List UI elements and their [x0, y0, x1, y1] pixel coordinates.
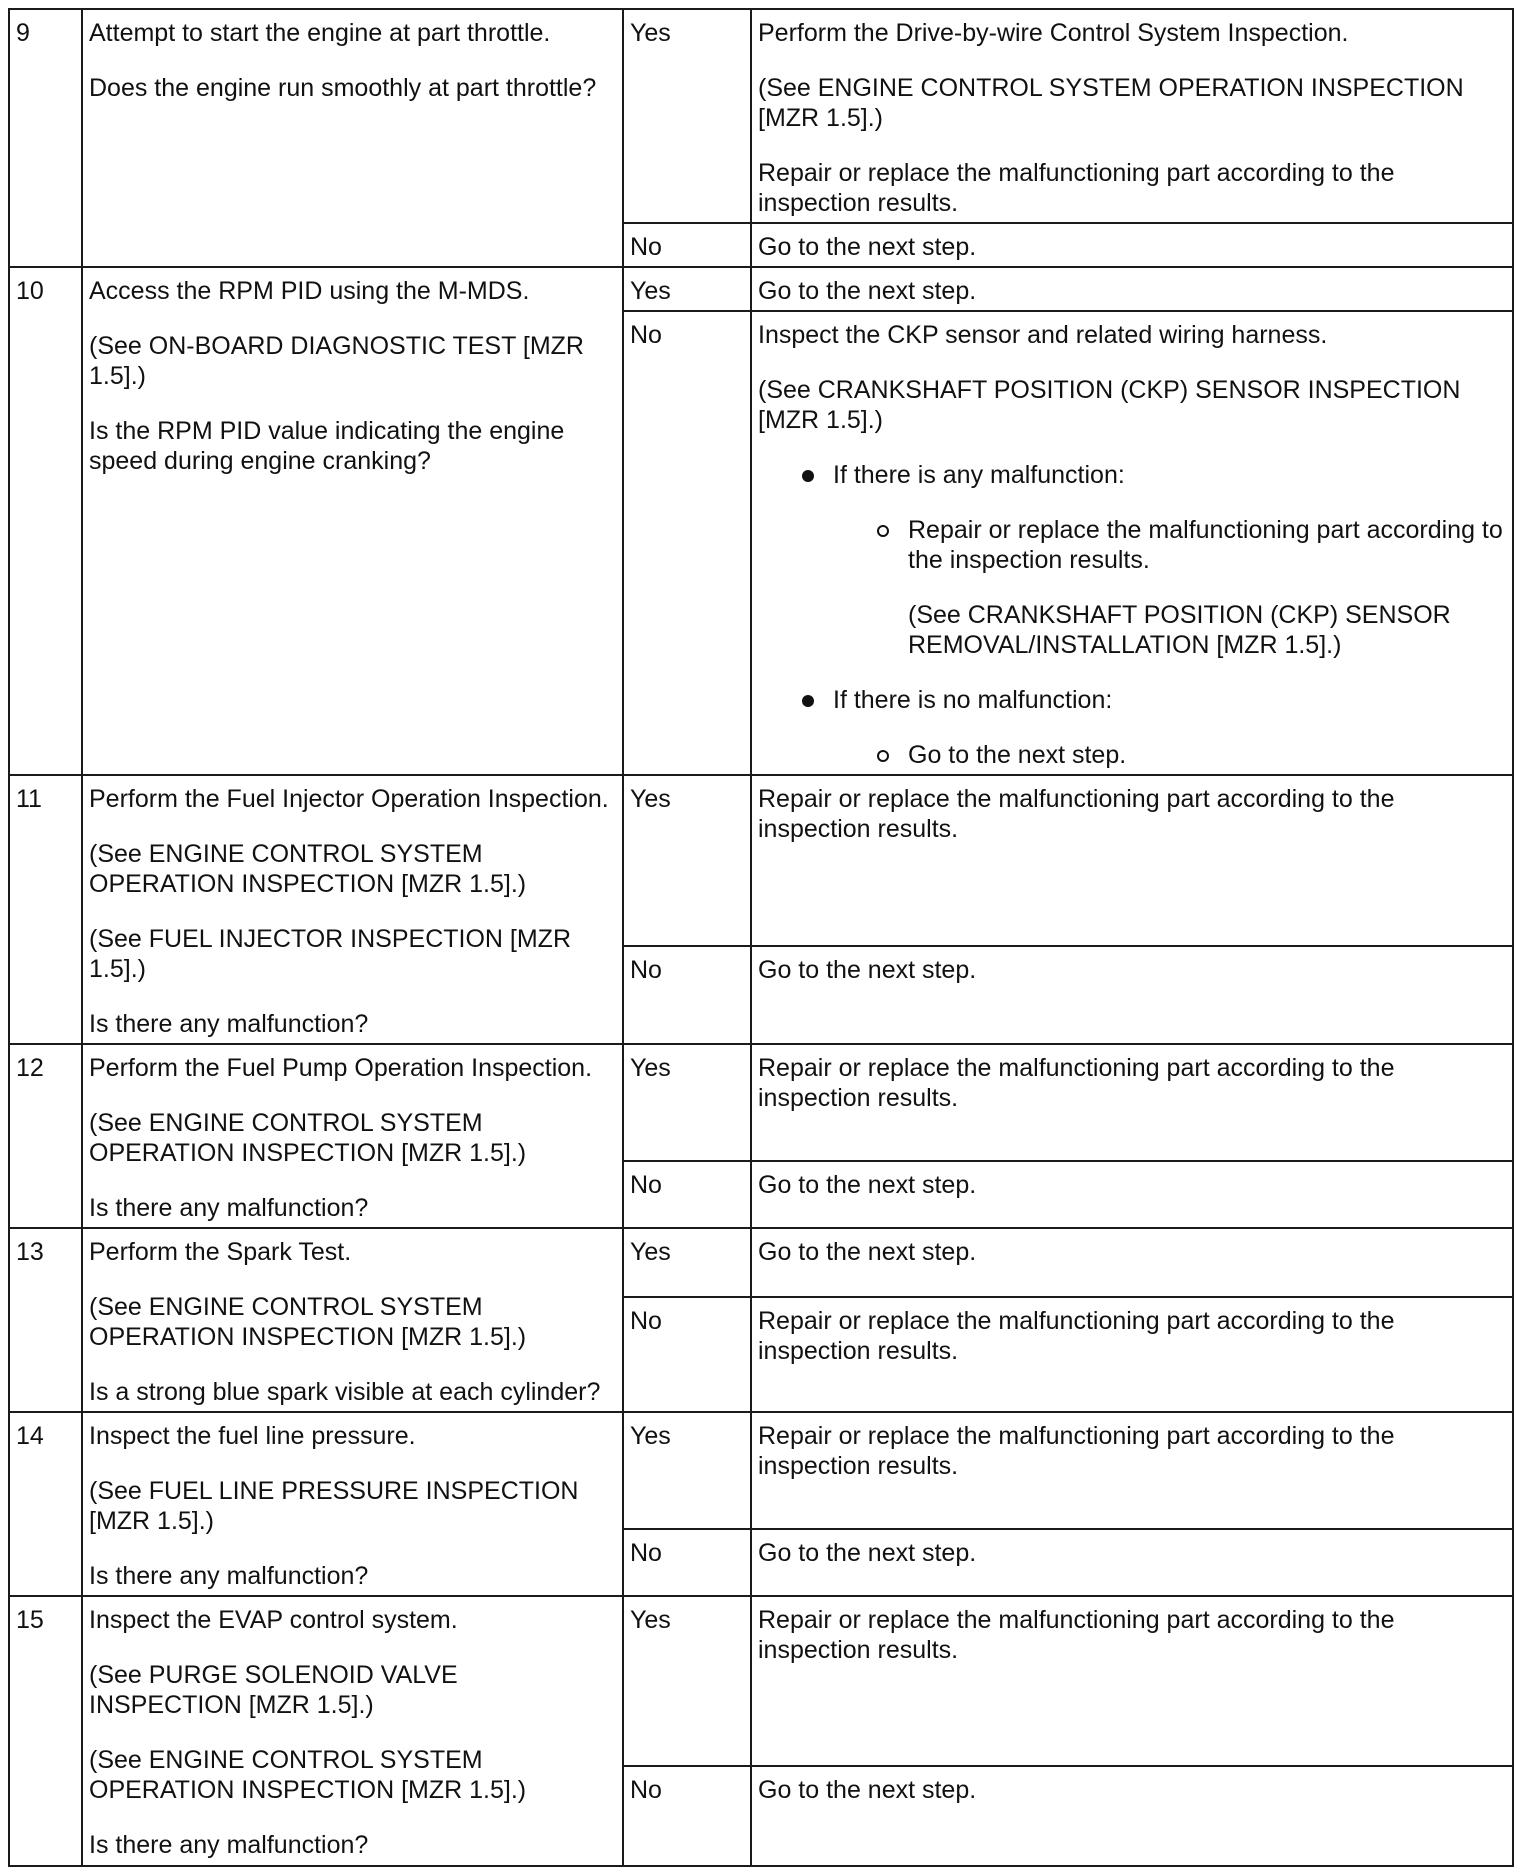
action-line: Inspect the EVAP control system.: [89, 1606, 458, 1634]
diagnostic-procedure-table: [8, 8, 1514, 1867]
result-no: No: [623, 1161, 751, 1228]
sub-action-text: (See CRANKSHAFT POSITION (CKP) SENSOR REMOVAL/INSTALLATION [MZR 1.5].): [908, 601, 1451, 659]
response-line: Repair or replace the malfunctioning part according to the inspection results.: [758, 1606, 1395, 1664]
step-action: [82, 775, 623, 1044]
result-no: No: [623, 1766, 751, 1866]
condition-text: If there is no malfunction:: [833, 686, 1113, 714]
response-no: [751, 311, 1513, 775]
response-line: Repair or replace the malfunctioning part according to the inspection results.: [758, 1054, 1395, 1112]
result-no: No: [623, 311, 751, 775]
result-no: No: [623, 946, 751, 1044]
response-line: Go to the next step.: [758, 1170, 977, 1199]
step-row-yes: [9, 267, 1513, 311]
action-line: (See ON-BOARD DIAGNOSTIC TEST [MZR 1.5].): [89, 332, 584, 390]
response-line: Repair or replace the malfunctioning part according to the inspection results.: [758, 1306, 1395, 1365]
response-line: Repair or replace the malfunctioning part according to the inspection results.: [758, 785, 1395, 843]
step-number: 10: [9, 267, 82, 775]
step-row-yes: [9, 1044, 1513, 1161]
action-line: Is a strong blue spark visible at each cylinder?: [89, 1378, 601, 1406]
action-line: Does the engine run smoothly at part throttle?: [89, 74, 597, 102]
response-no: [751, 946, 1513, 1044]
action-line: Perform the Fuel Pump Operation Inspection.: [89, 1054, 593, 1082]
result-yes: Yes: [623, 1228, 751, 1297]
response-yes: [751, 1228, 1513, 1297]
response-yes: [751, 1044, 1513, 1161]
step-number: 11: [9, 775, 82, 1044]
response-line: (See ENGINE CONTROL SYSTEM OPERATION INSPECTION [MZR 1.5].): [758, 74, 1464, 132]
step-action: [82, 1228, 623, 1412]
action-line: (See FUEL LINE PRESSURE INSPECTION [MZR 1.5].): [89, 1477, 579, 1535]
result-yes: Yes: [623, 1044, 751, 1161]
response-yes: [751, 775, 1513, 946]
response-no: [751, 1161, 1513, 1228]
response-line: Perform the Drive-by-wire Control System Inspection.: [758, 19, 1349, 47]
step-number: 13: [9, 1228, 82, 1412]
response-line: Go to the next step.: [758, 1538, 977, 1567]
response-line: Repair or replace the malfunctioning part according to the inspection results.: [758, 159, 1395, 217]
action-line: (See PURGE SOLENOID VALVE INSPECTION [MZR 1.5].): [89, 1661, 458, 1719]
step-row-yes: [9, 1596, 1513, 1766]
result-yes: Yes: [623, 775, 751, 946]
response-yes: [751, 1412, 1513, 1529]
sub-action-text: Repair or replace the malfunctioning part according to the inspection results.: [908, 516, 1503, 574]
action-line: (See FUEL INJECTOR INSPECTION [MZR 1.5].): [89, 925, 572, 983]
response-yes: [751, 267, 1513, 311]
action-line: Is there any malfunction?: [89, 1010, 369, 1038]
step-action: [82, 267, 623, 775]
step-row-yes: [9, 1228, 1513, 1297]
action-line: Is there any malfunction?: [89, 1831, 369, 1859]
condition-item: [758, 460, 1506, 660]
sub-action-list: [833, 515, 1506, 660]
response-no: [751, 1297, 1513, 1412]
action-line: Perform the Spark Test.: [89, 1238, 352, 1266]
result-yes: Yes: [623, 9, 751, 223]
sub-action-list: [833, 740, 1506, 770]
response-yes: [751, 1596, 1513, 1766]
condition-item: [758, 685, 1506, 770]
sub-action-item: [833, 740, 1506, 770]
action-line: (See ENGINE CONTROL SYSTEM OPERATION INSPECTION [MZR 1.5].): [89, 1746, 527, 1804]
step-action: [82, 1412, 623, 1596]
action-line: Is the RPM PID value indicating the engine speed during engine cranking?: [89, 417, 565, 475]
response-no: [751, 223, 1513, 267]
result-no: No: [623, 223, 751, 267]
response-yes: [751, 9, 1513, 223]
result-yes: Yes: [623, 1412, 751, 1529]
sub-action-item: [833, 515, 1506, 660]
action-line: Is there any malfunction?: [89, 1194, 369, 1222]
action-line: Perform the Fuel Injector Operation Inspection.: [89, 785, 609, 813]
result-yes: Yes: [623, 1596, 751, 1766]
step-action: [82, 9, 623, 267]
response-line: Go to the next step.: [758, 1776, 977, 1804]
step-number: 15: [9, 1596, 82, 1866]
action-line: Attempt to start the engine at part throttle.: [89, 19, 551, 47]
condition-text: If there is any malfunction:: [833, 461, 1125, 489]
result-yes: Yes: [623, 267, 751, 311]
step-action: [82, 1044, 623, 1228]
step-action: [82, 1596, 623, 1866]
response-line: Go to the next step.: [758, 1238, 977, 1266]
response-line: Go to the next step.: [758, 233, 977, 261]
condition-list: [758, 460, 1506, 770]
action-line: (See ENGINE CONTROL SYSTEM OPERATION INSPECTION [MZR 1.5].): [89, 1293, 527, 1351]
step-row-yes: [9, 9, 1513, 223]
step-number: 14: [9, 1412, 82, 1596]
step-row-yes: [9, 775, 1513, 946]
response-line: (See CRANKSHAFT POSITION (CKP) SENSOR INSPECTION [MZR 1.5].): [758, 376, 1461, 434]
response-line: Go to the next step.: [758, 955, 977, 984]
response-no: [751, 1766, 1513, 1866]
step-number: 12: [9, 1044, 82, 1228]
response-line: Inspect the CKP sensor and related wiring harness.: [758, 321, 1328, 349]
action-line: (See ENGINE CONTROL SYSTEM OPERATION INSPECTION [MZR 1.5].): [89, 840, 527, 898]
result-no: No: [623, 1297, 751, 1412]
action-line: Inspect the fuel line pressure.: [89, 1422, 416, 1450]
action-line: (See ENGINE CONTROL SYSTEM OPERATION INSPECTION [MZR 1.5].): [89, 1109, 527, 1167]
response-line: Repair or replace the malfunctioning part according to the inspection results.: [758, 1422, 1395, 1480]
action-line: Access the RPM PID using the M-MDS.: [89, 277, 530, 305]
response-line: Go to the next step.: [758, 277, 977, 305]
response-no: [751, 1529, 1513, 1596]
step-row-yes: [9, 1412, 1513, 1529]
result-no: No: [623, 1529, 751, 1596]
step-number: 9: [9, 9, 82, 267]
sub-action-text: Go to the next step.: [908, 741, 1127, 769]
action-line: Is there any malfunction?: [89, 1562, 369, 1590]
